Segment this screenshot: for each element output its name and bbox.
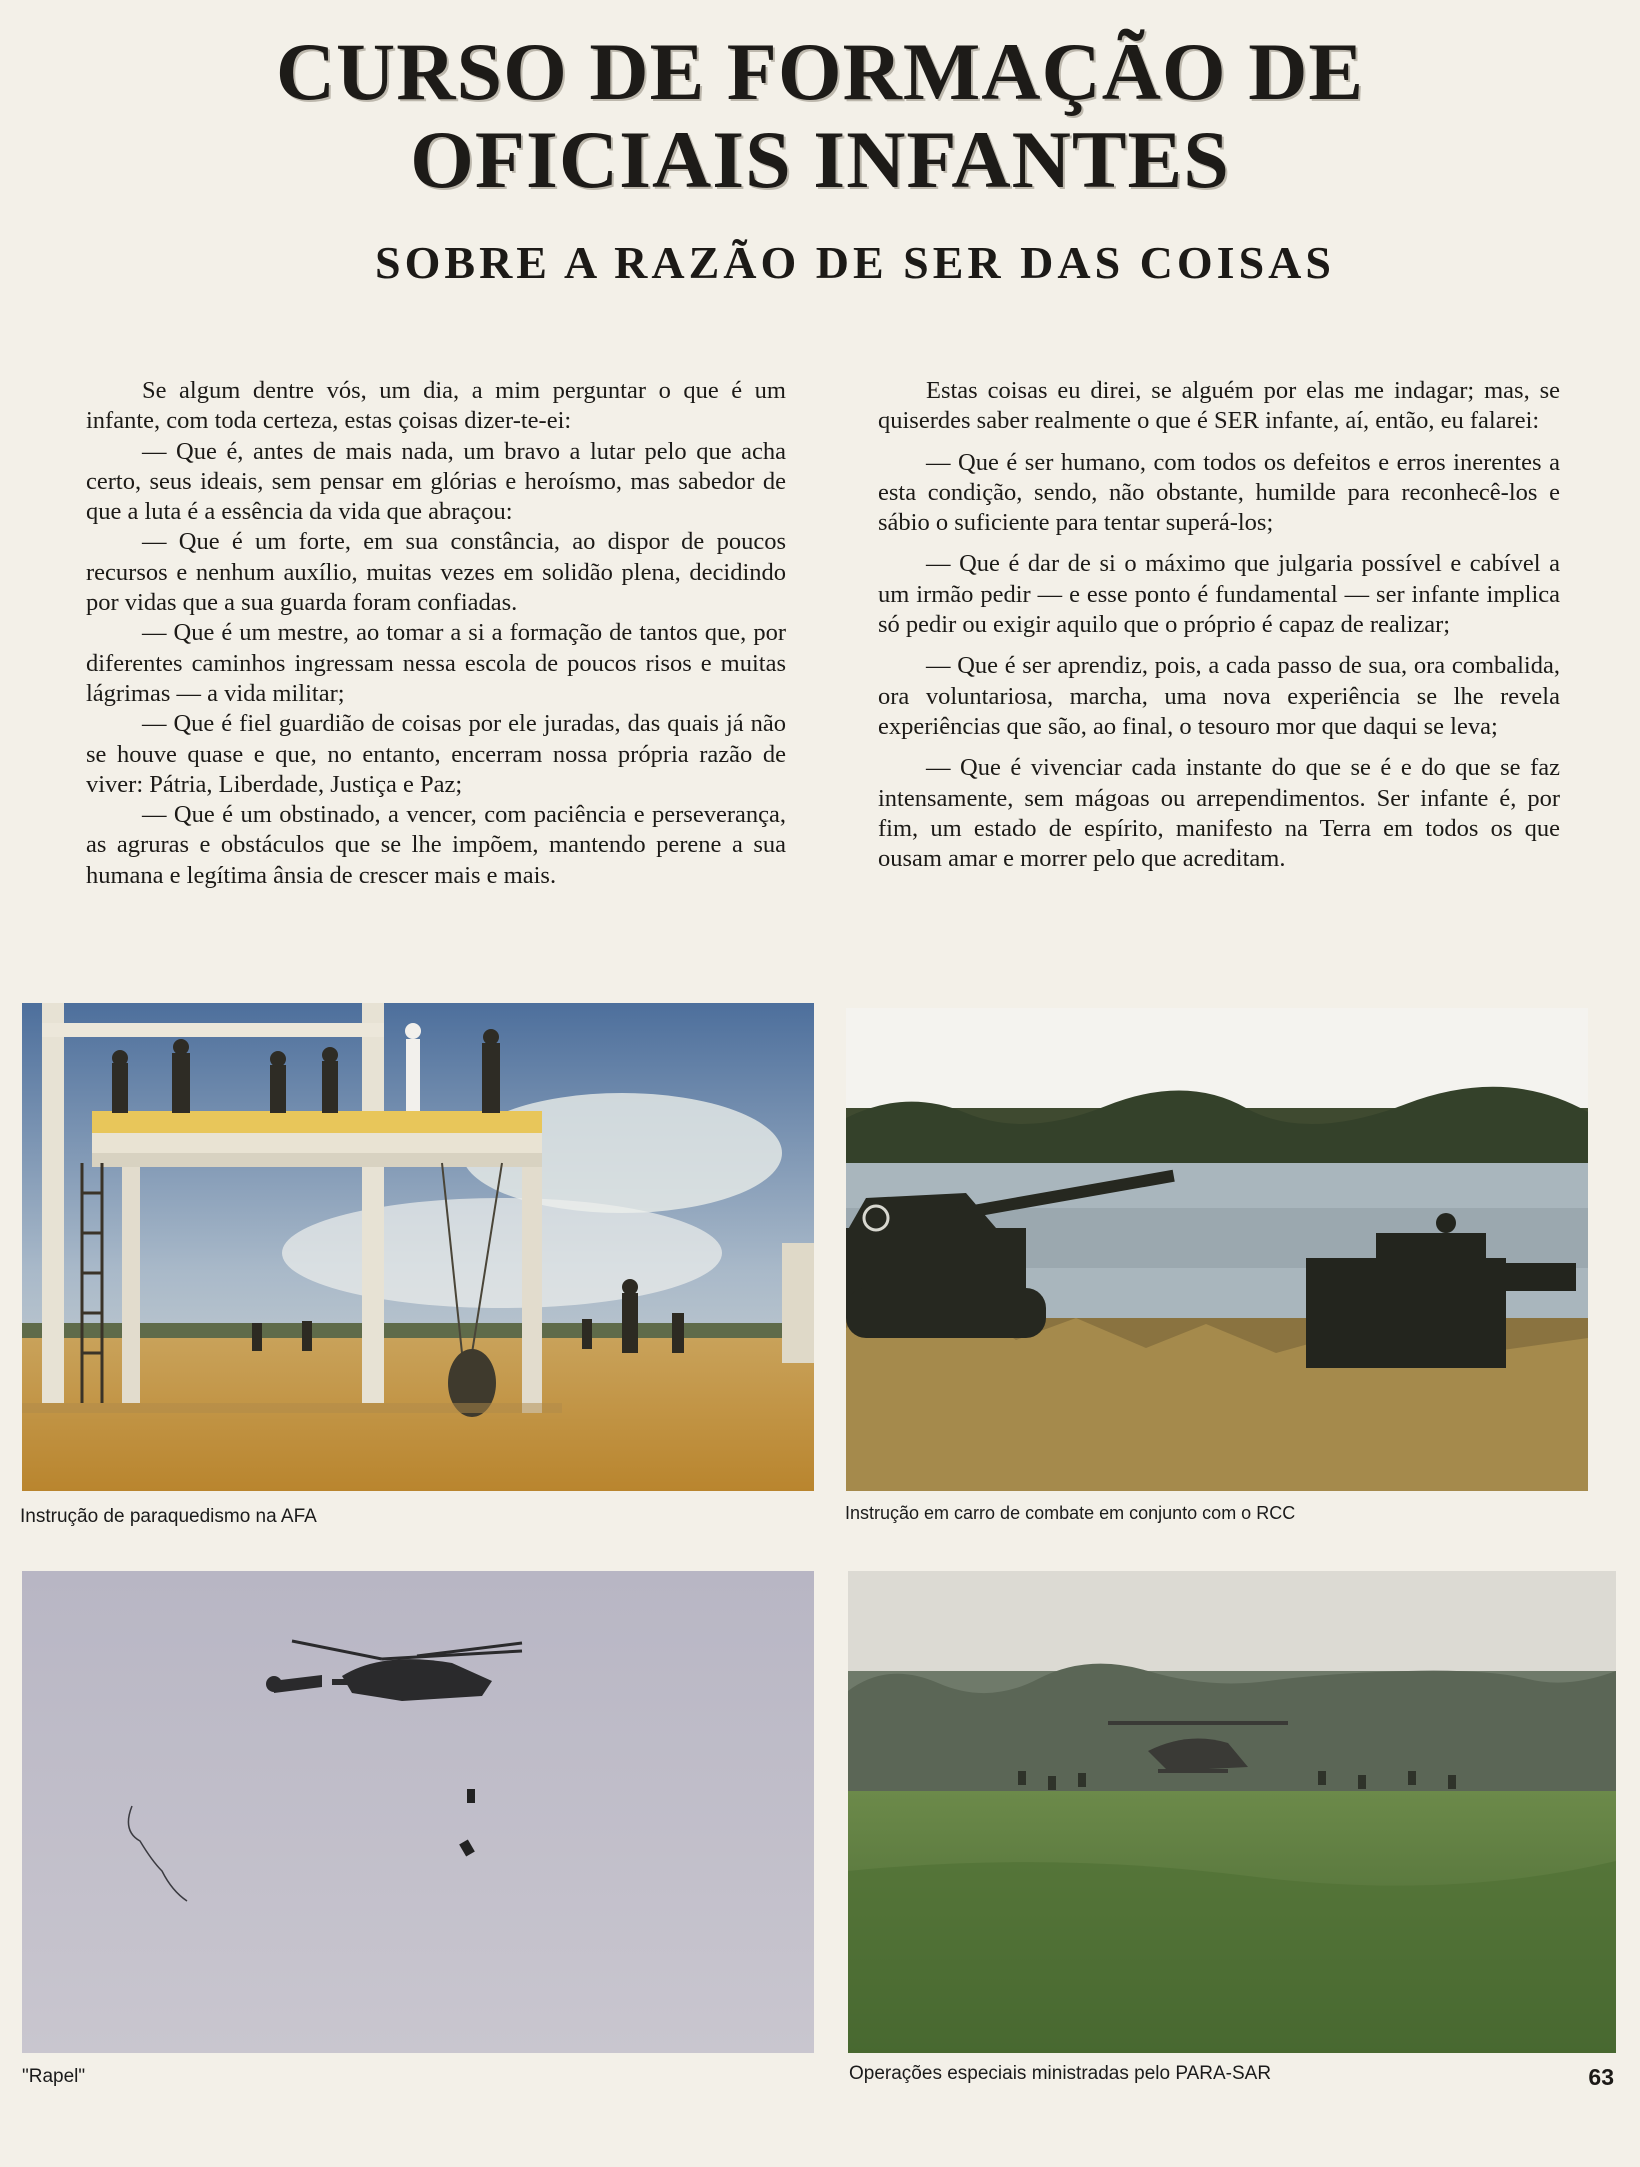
article-title [0, 28, 1640, 204]
right-text-column [878, 376, 1560, 874]
left-paragraph-5: — Que é fiel guardião de coisas por ele juradas, das quais já não se houve quase e que, no entanto, encerram nossa própria razão de viver: Pátria, Liberdade, Justiça e Paz; [86, 710, 786, 798]
parachute-tower-image [22, 1003, 814, 1491]
left-text-column [86, 376, 786, 891]
left-paragraph-3: — Que é um forte, em sua constância, ao dispor de poucos recursos e nenhum auxílio, muitas vezes em solidão plena, decidindo por vidas que a sua guarda foram confiadas. [86, 528, 786, 617]
photo-special-operations [848, 1571, 1616, 2053]
right-paragraph-4: — Que é ser aprendiz, pois, a cada passo de sua, ora combalida, ora voluntariosa, marcha, uma nova experiência se lhe revela experiências que são, ao final, o tesouro mor que daqui se leva; [878, 652, 1560, 740]
left-paragraph-6: — Que é um obstinado, a vencer, com paciência e perseverança, as agruras e obstáculos que se lhe impõem, mantendo perene a sua humana e legítima ânsia de crescer mais e mais. [86, 801, 786, 889]
left-paragraph-2: — Que é, antes de mais nada, um bravo a lutar pelo que acha certo, seus ideais, sem pensar em glórias e heroísmo, mas sabedor de que a luta é a essência da vida que abraçou: [86, 437, 786, 526]
left-paragraph-1: Se algum dentre vós, um dia, a mim perguntar o que é um infante, com toda certeza, estas çoisas dizer-te-ei: [86, 377, 786, 435]
caption-photo-2: Instrução em carro de combate em conjunto com o RCC [845, 1503, 1296, 1523]
right-paragraph-5: — Que é vivenciar cada instante do que se é e do que se faz intensamente, sem mágoas ou arrependimentos. Ser infante é, por fim, um estado de espírito, manifesto na Terra em todos os que ousam amar e morrer pelo que acreditam. [878, 754, 1560, 873]
right-paragraph-2: — Que é ser humano, com todos os defeitos e erros inerentes a esta condição, sendo, não obstante, humilde para reconhecê-los e sábio o suficiente para tentar superá-los; [878, 448, 1560, 537]
caption-photo-3: "Rapel" [22, 2066, 86, 2087]
right-paragraph-3: — Que é dar de si o máximo que julgaria possível e cabível a um irmão pedir — e esse ponto é fundamental — ser infante implica só pedir ou exigir aquilo que o próprio é capaz de realizar; [878, 550, 1560, 639]
article-subtitle: SOBRE A RAZÃO DE SER DAS COISAS [375, 237, 1335, 288]
caption-photo-1: Instrução de paraquedismo na AFA [20, 1506, 317, 1527]
caption-photo-4: Operações especiais ministradas pelo PARA-SAR [849, 2063, 1272, 2084]
right-paragraph-1: Estas coisas eu direi, se alguém por elas me indagar; mas, se quiserdes saber realmente o que é SER infante, aí, então, eu falarei: [878, 377, 1560, 435]
photo-rappel [22, 1571, 814, 2053]
left-paragraph-4: — Que é um mestre, ao tomar a si a formação de tantos que, por diferentes caminhos ingressam nessa escola de poucos risos e muitas lágrimas — a vida militar; [86, 619, 786, 707]
photo-parachute-training [22, 1003, 814, 1491]
title-line-1: CURSO DE FORMAÇÃO DE [275, 26, 1365, 117]
helicopter-rappel-image [22, 1571, 814, 2053]
page-number: 63 [1588, 2064, 1614, 2090]
tanks-river-image [846, 1008, 1588, 1491]
photo-combat-vehicle-training [846, 1008, 1588, 1491]
special-ops-field-image [848, 1571, 1616, 2053]
title-line-2: OFICIAIS INFANTES [410, 114, 1230, 205]
